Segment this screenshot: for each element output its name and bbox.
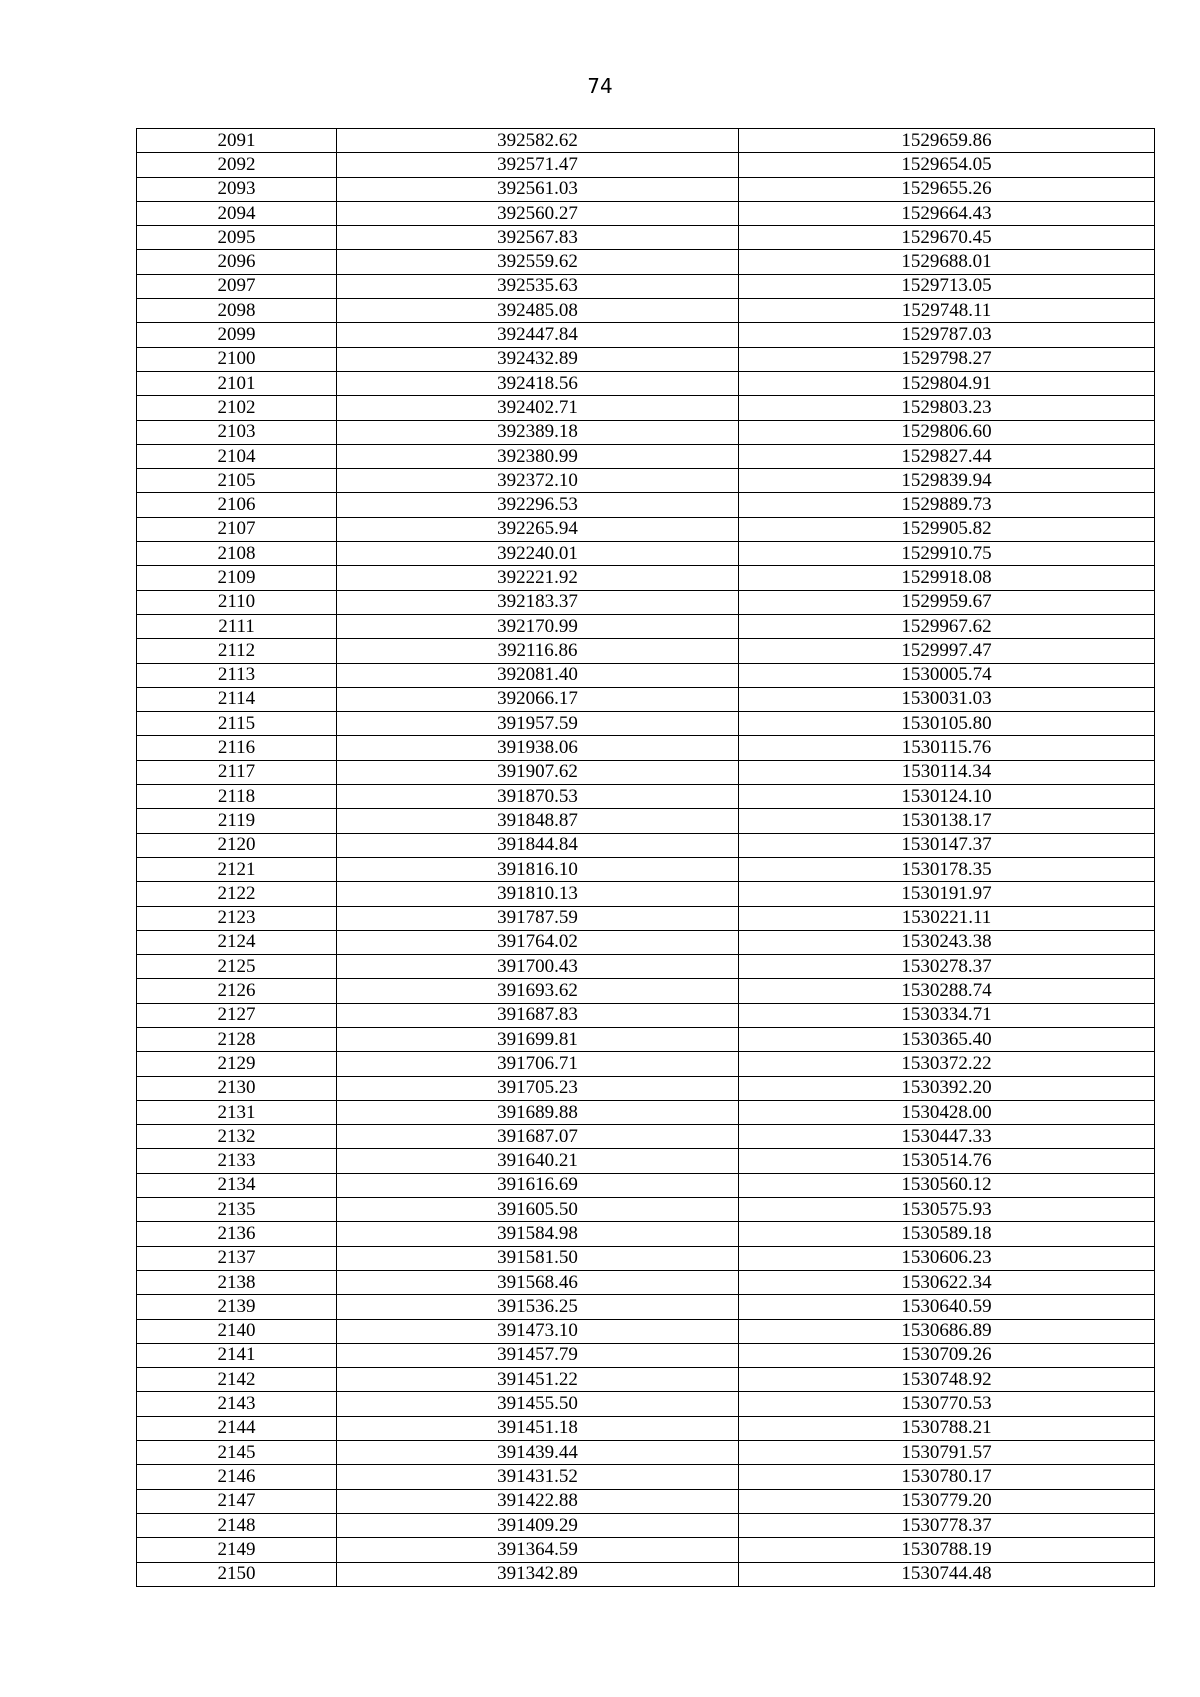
point-number-cell: 2106 [137, 493, 337, 517]
y-coordinate-cell: 1530447.33 [739, 1125, 1155, 1149]
y-coordinate-cell: 1530622.34 [739, 1270, 1155, 1294]
table-row [137, 833, 1155, 857]
x-coordinate-cell: 392380.99 [337, 444, 739, 468]
y-coordinate-cell: 1529713.05 [739, 274, 1155, 298]
x-coordinate-cell: 391787.59 [337, 906, 739, 930]
x-coordinate-cell: 391439.44 [337, 1441, 739, 1465]
point-number-cell: 2129 [137, 1052, 337, 1076]
x-coordinate-cell: 392535.63 [337, 274, 739, 298]
y-coordinate-cell: 1529967.62 [739, 614, 1155, 638]
table-row [137, 177, 1155, 201]
x-coordinate-cell: 391907.62 [337, 760, 739, 784]
y-coordinate-cell: 1530575.93 [739, 1198, 1155, 1222]
y-coordinate-cell: 1530770.53 [739, 1392, 1155, 1416]
x-coordinate-cell: 392432.89 [337, 347, 739, 371]
y-coordinate-cell: 1529787.03 [739, 323, 1155, 347]
table-row [137, 736, 1155, 760]
x-coordinate-cell: 391870.53 [337, 785, 739, 809]
x-coordinate-cell: 391409.29 [337, 1513, 739, 1537]
table-row [137, 517, 1155, 541]
point-number-cell: 2124 [137, 930, 337, 954]
table-row [137, 1319, 1155, 1343]
table-row [137, 566, 1155, 590]
x-coordinate-cell: 392183.37 [337, 590, 739, 614]
x-coordinate-cell: 391584.98 [337, 1222, 739, 1246]
point-number-cell: 2128 [137, 1027, 337, 1051]
y-coordinate-cell: 1529959.67 [739, 590, 1155, 614]
table-row [137, 809, 1155, 833]
table-row [137, 1489, 1155, 1513]
y-coordinate-cell: 1530788.21 [739, 1416, 1155, 1440]
table-row [137, 979, 1155, 1003]
table-row [137, 542, 1155, 566]
table-row [137, 955, 1155, 979]
point-number-cell: 2131 [137, 1100, 337, 1124]
table-row [137, 371, 1155, 395]
point-number-cell: 2142 [137, 1368, 337, 1392]
x-coordinate-cell: 392221.92 [337, 566, 739, 590]
x-coordinate-cell: 391687.83 [337, 1003, 739, 1027]
y-coordinate-cell: 1529748.11 [739, 299, 1155, 323]
x-coordinate-cell: 391687.07 [337, 1125, 739, 1149]
x-coordinate-cell: 391431.52 [337, 1465, 739, 1489]
table-row [137, 1441, 1155, 1465]
x-coordinate-cell: 392389.18 [337, 420, 739, 444]
point-number-cell: 2137 [137, 1246, 337, 1270]
point-number-cell: 2107 [137, 517, 337, 541]
y-coordinate-cell: 1530031.03 [739, 687, 1155, 711]
point-number-cell: 2145 [137, 1441, 337, 1465]
y-coordinate-cell: 1530686.89 [739, 1319, 1155, 1343]
table-row [137, 1246, 1155, 1270]
x-coordinate-cell: 392402.71 [337, 396, 739, 420]
table-row [137, 1027, 1155, 1051]
y-coordinate-cell: 1530221.11 [739, 906, 1155, 930]
y-coordinate-cell: 1530191.97 [739, 882, 1155, 906]
table-row [137, 1562, 1155, 1586]
point-number-cell: 2135 [137, 1198, 337, 1222]
point-number-cell: 2139 [137, 1295, 337, 1319]
point-number-cell: 2114 [137, 687, 337, 711]
x-coordinate-cell: 391816.10 [337, 857, 739, 881]
y-coordinate-cell: 1530744.48 [739, 1562, 1155, 1586]
table-row [137, 444, 1155, 468]
x-coordinate-cell: 392081.40 [337, 663, 739, 687]
y-coordinate-cell: 1530779.20 [739, 1489, 1155, 1513]
y-coordinate-cell: 1529827.44 [739, 444, 1155, 468]
table-row [137, 614, 1155, 638]
y-coordinate-cell: 1530428.00 [739, 1100, 1155, 1124]
x-coordinate-cell: 392296.53 [337, 493, 739, 517]
point-number-cell: 2099 [137, 323, 337, 347]
y-coordinate-cell: 1529839.94 [739, 469, 1155, 493]
table-row [137, 906, 1155, 930]
y-coordinate-cell: 1530178.35 [739, 857, 1155, 881]
x-coordinate-cell: 392447.84 [337, 323, 739, 347]
point-number-cell: 2127 [137, 1003, 337, 1027]
y-coordinate-cell: 1530589.18 [739, 1222, 1155, 1246]
table-row [137, 712, 1155, 736]
table-row [137, 1198, 1155, 1222]
y-coordinate-cell: 1530606.23 [739, 1246, 1155, 1270]
table-row [137, 1392, 1155, 1416]
x-coordinate-cell: 391451.18 [337, 1416, 739, 1440]
table-row [137, 1343, 1155, 1367]
y-coordinate-cell: 1529804.91 [739, 371, 1155, 395]
table-row [137, 250, 1155, 274]
x-coordinate-cell: 391848.87 [337, 809, 739, 833]
table-row [137, 323, 1155, 347]
point-number-cell: 2140 [137, 1319, 337, 1343]
table-row [137, 1149, 1155, 1173]
table-row [137, 1465, 1155, 1489]
point-number-cell: 2110 [137, 590, 337, 614]
y-coordinate-cell: 1530748.92 [739, 1368, 1155, 1392]
y-coordinate-cell: 1529889.73 [739, 493, 1155, 517]
y-coordinate-cell: 1529905.82 [739, 517, 1155, 541]
table-row [137, 153, 1155, 177]
x-coordinate-cell: 392571.47 [337, 153, 739, 177]
point-number-cell: 2144 [137, 1416, 337, 1440]
x-coordinate-cell: 391364.59 [337, 1538, 739, 1562]
table-row [137, 1416, 1155, 1440]
point-number-cell: 2102 [137, 396, 337, 420]
x-coordinate-cell: 392559.62 [337, 250, 739, 274]
table-row [137, 1173, 1155, 1197]
point-number-cell: 2117 [137, 760, 337, 784]
table-row [137, 469, 1155, 493]
x-coordinate-cell: 392066.17 [337, 687, 739, 711]
point-number-cell: 2116 [137, 736, 337, 760]
x-coordinate-cell: 391957.59 [337, 712, 739, 736]
x-coordinate-cell: 392418.56 [337, 371, 739, 395]
table-row [137, 1270, 1155, 1294]
x-coordinate-cell: 391699.81 [337, 1027, 739, 1051]
x-coordinate-cell: 392116.86 [337, 639, 739, 663]
x-coordinate-cell: 391764.02 [337, 930, 739, 954]
y-coordinate-cell: 1530005.74 [739, 663, 1155, 687]
table-row [137, 760, 1155, 784]
table-row [137, 129, 1155, 153]
x-coordinate-cell: 392372.10 [337, 469, 739, 493]
point-number-cell: 2105 [137, 469, 337, 493]
table-row [137, 1003, 1155, 1027]
x-coordinate-cell: 391693.62 [337, 979, 739, 1003]
x-coordinate-cell: 391810.13 [337, 882, 739, 906]
point-number-cell: 2111 [137, 614, 337, 638]
y-coordinate-cell: 1529654.05 [739, 153, 1155, 177]
table-row [137, 687, 1155, 711]
point-number-cell: 2091 [137, 129, 337, 153]
point-number-cell: 2146 [137, 1465, 337, 1489]
point-number-cell: 2136 [137, 1222, 337, 1246]
point-number-cell: 2132 [137, 1125, 337, 1149]
y-coordinate-cell: 1529664.43 [739, 201, 1155, 225]
y-coordinate-cell: 1530791.57 [739, 1441, 1155, 1465]
x-coordinate-cell: 391616.69 [337, 1173, 739, 1197]
point-number-cell: 2115 [137, 712, 337, 736]
coordinates-table [136, 128, 1155, 1587]
point-number-cell: 2094 [137, 201, 337, 225]
point-number-cell: 2122 [137, 882, 337, 906]
y-coordinate-cell: 1530288.74 [739, 979, 1155, 1003]
point-number-cell: 2148 [137, 1513, 337, 1537]
point-number-cell: 2125 [137, 955, 337, 979]
y-coordinate-cell: 1530124.10 [739, 785, 1155, 809]
x-coordinate-cell: 392265.94 [337, 517, 739, 541]
y-coordinate-cell: 1529910.75 [739, 542, 1155, 566]
y-coordinate-cell: 1529655.26 [739, 177, 1155, 201]
table-row [137, 1100, 1155, 1124]
point-number-cell: 2108 [137, 542, 337, 566]
x-coordinate-cell: 391700.43 [337, 955, 739, 979]
x-coordinate-cell: 391706.71 [337, 1052, 739, 1076]
point-number-cell: 2147 [137, 1489, 337, 1513]
y-coordinate-cell: 1529918.08 [739, 566, 1155, 590]
x-coordinate-cell: 391457.79 [337, 1343, 739, 1367]
x-coordinate-cell: 391705.23 [337, 1076, 739, 1100]
point-number-cell: 2092 [137, 153, 337, 177]
point-number-cell: 2126 [137, 979, 337, 1003]
point-number-cell: 2130 [137, 1076, 337, 1100]
point-number-cell: 2113 [137, 663, 337, 687]
y-coordinate-cell: 1529997.47 [739, 639, 1155, 663]
table-row [137, 930, 1155, 954]
table-row [137, 396, 1155, 420]
y-coordinate-cell: 1529670.45 [739, 226, 1155, 250]
table-row [137, 857, 1155, 881]
y-coordinate-cell: 1530780.17 [739, 1465, 1155, 1489]
table-row [137, 420, 1155, 444]
x-coordinate-cell: 392240.01 [337, 542, 739, 566]
point-number-cell: 2118 [137, 785, 337, 809]
point-number-cell: 2149 [137, 1538, 337, 1562]
x-coordinate-cell: 391689.88 [337, 1100, 739, 1124]
x-coordinate-cell: 391473.10 [337, 1319, 739, 1343]
y-coordinate-cell: 1530372.22 [739, 1052, 1155, 1076]
table-row [137, 201, 1155, 225]
point-number-cell: 2150 [137, 1562, 337, 1586]
y-coordinate-cell: 1530147.37 [739, 833, 1155, 857]
x-coordinate-cell: 391581.50 [337, 1246, 739, 1270]
y-coordinate-cell: 1530365.40 [739, 1027, 1155, 1051]
y-coordinate-cell: 1530105.80 [739, 712, 1155, 736]
table-row [137, 1295, 1155, 1319]
coordinates-table-body [137, 129, 1155, 1587]
point-number-cell: 2093 [137, 177, 337, 201]
table-row [137, 785, 1155, 809]
point-number-cell: 2143 [137, 1392, 337, 1416]
x-coordinate-cell: 391422.88 [337, 1489, 739, 1513]
table-row [137, 1538, 1155, 1562]
point-number-cell: 2112 [137, 639, 337, 663]
y-coordinate-cell: 1530560.12 [739, 1173, 1155, 1197]
point-number-cell: 2096 [137, 250, 337, 274]
page-number: 74 [587, 74, 613, 98]
table-row [137, 299, 1155, 323]
x-coordinate-cell: 391640.21 [337, 1149, 739, 1173]
y-coordinate-cell: 1529803.23 [739, 396, 1155, 420]
table-row [137, 1368, 1155, 1392]
x-coordinate-cell: 391536.25 [337, 1295, 739, 1319]
point-number-cell: 2103 [137, 420, 337, 444]
point-number-cell: 2100 [137, 347, 337, 371]
point-number-cell: 2121 [137, 857, 337, 881]
table-row [137, 639, 1155, 663]
y-coordinate-cell: 1529806.60 [739, 420, 1155, 444]
point-number-cell: 2098 [137, 299, 337, 323]
y-coordinate-cell: 1529688.01 [739, 250, 1155, 274]
x-coordinate-cell: 392170.99 [337, 614, 739, 638]
table-row [137, 347, 1155, 371]
table-row [137, 1076, 1155, 1100]
point-number-cell: 2101 [137, 371, 337, 395]
point-number-cell: 2134 [137, 1173, 337, 1197]
x-coordinate-cell: 391451.22 [337, 1368, 739, 1392]
table-row [137, 1052, 1155, 1076]
table-row [137, 274, 1155, 298]
table-row [137, 1513, 1155, 1537]
point-number-cell: 2095 [137, 226, 337, 250]
point-number-cell: 2133 [137, 1149, 337, 1173]
y-coordinate-cell: 1530778.37 [739, 1513, 1155, 1537]
y-coordinate-cell: 1530115.76 [739, 736, 1155, 760]
y-coordinate-cell: 1530243.38 [739, 930, 1155, 954]
x-coordinate-cell: 391844.84 [337, 833, 739, 857]
y-coordinate-cell: 1530709.26 [739, 1343, 1155, 1367]
x-coordinate-cell: 391568.46 [337, 1270, 739, 1294]
x-coordinate-cell: 392560.27 [337, 201, 739, 225]
y-coordinate-cell: 1530138.17 [739, 809, 1155, 833]
x-coordinate-cell: 392567.83 [337, 226, 739, 250]
y-coordinate-cell: 1529659.86 [739, 129, 1155, 153]
point-number-cell: 2141 [137, 1343, 337, 1367]
x-coordinate-cell: 391342.89 [337, 1562, 739, 1586]
x-coordinate-cell: 392485.08 [337, 299, 739, 323]
x-coordinate-cell: 392582.62 [337, 129, 739, 153]
point-number-cell: 2109 [137, 566, 337, 590]
y-coordinate-cell: 1530334.71 [739, 1003, 1155, 1027]
y-coordinate-cell: 1530392.20 [739, 1076, 1155, 1100]
x-coordinate-cell: 391605.50 [337, 1198, 739, 1222]
point-number-cell: 2097 [137, 274, 337, 298]
y-coordinate-cell: 1530640.59 [739, 1295, 1155, 1319]
table-row [137, 493, 1155, 517]
y-coordinate-cell: 1530278.37 [739, 955, 1155, 979]
table-row [137, 226, 1155, 250]
table-row [137, 590, 1155, 614]
table-row [137, 663, 1155, 687]
y-coordinate-cell: 1530514.76 [739, 1149, 1155, 1173]
y-coordinate-cell: 1530114.34 [739, 760, 1155, 784]
x-coordinate-cell: 392561.03 [337, 177, 739, 201]
table-row [137, 1222, 1155, 1246]
point-number-cell: 2104 [137, 444, 337, 468]
table-row [137, 882, 1155, 906]
x-coordinate-cell: 391455.50 [337, 1392, 739, 1416]
point-number-cell: 2138 [137, 1270, 337, 1294]
point-number-cell: 2123 [137, 906, 337, 930]
point-number-cell: 2120 [137, 833, 337, 857]
table-row [137, 1125, 1155, 1149]
point-number-cell: 2119 [137, 809, 337, 833]
x-coordinate-cell: 391938.06 [337, 736, 739, 760]
y-coordinate-cell: 1529798.27 [739, 347, 1155, 371]
y-coordinate-cell: 1530788.19 [739, 1538, 1155, 1562]
